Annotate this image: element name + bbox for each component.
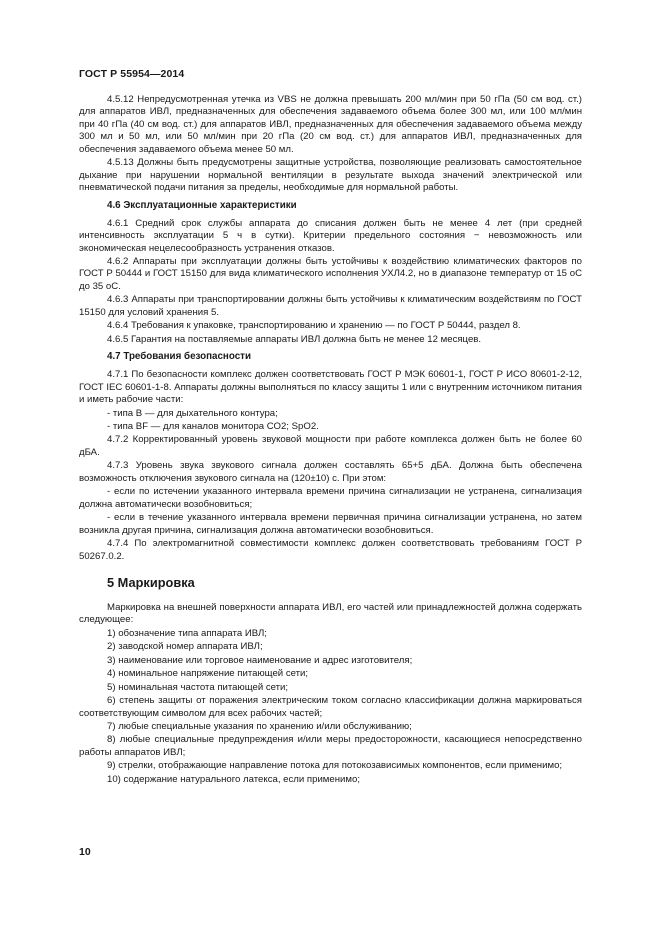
list-item: 1) обозначение типа аппарата ИВЛ; [107,627,267,639]
paragraph-4-7-3: 4.7.3 Уровень звука звукового сигнала должен составлять 65+5 дБА. Должна быть обеспечена возможность отключения звукового сигнала на (120±10) с. При этом: [79,460,582,484]
paragraph-4-5-13: 4.5.13 Должны быть предусмотрены защитные устройства, позволяющие реализовать самостоятельное дыхание при нарушении нормальной вентиляции в результате выхода значений электрической или пневматической подачи питания за пределы, необходимые для нормальной работы. [79,157,582,194]
paragraph-4-7-1-item-b: - типа BF — для каналов монитора СО2; SpO2. [107,420,319,432]
page-number: 10 [79,846,91,858]
list-item: 10) содержание натурального латекса, если применимо; [107,773,360,785]
heading-4-6: 4.6 Эксплуатационные характеристики [107,199,297,211]
paragraph-4-7-3-item-a: - если по истечении указанного интервала времени причина сигнализации не устранена, сигнализация должна автоматически возобновиться; [79,486,582,510]
list-item: 4) номинальное напряжение питающей сети; [107,668,309,680]
paragraph-4-7-1-item-a: - типа B — для дыхательного контура; [107,407,278,419]
paragraph-4-7-1: 4.7.1 По безопасности комплекс должен соответствовать ГОСТ Р МЭК 60601-1, ГОСТ Р ИСО 80601-2-12, ГОСТ IEC 60601-1-8. Аппараты должны выполняться по классу защиты 1 или с внутренним источником питания и иметь рабочие части: [79,369,582,406]
paragraph-4-6-5: 4.6.5 Гарантия на поставляемые аппараты ИВЛ должна быть не менее 12 месяцев. [107,333,482,345]
paragraph-4-7-4: 4.7.4 По электромагнитной совместимости комплекс должен соответствовать требованиям ГОСТ Р 50267.0.2. [79,538,582,562]
paragraph-4-6-3: 4.6.3 Аппараты при транспортировании должны быть устойчивы к климатическим воздействиям по ГОСТ 15150 для условий хранения 5. [79,294,582,318]
list-item: 9) стрелки, отображающие направление потока для потокозависимых компонентов, если применимо; [107,760,563,772]
list-item: 7) любые специальные указания по хранению и/или обслуживанию; [107,721,412,733]
list-item: 3) наименование или торговое наименование и адрес изготовителя; [107,654,413,666]
list-item: 8) любые специальные предупреждения и/или меры предосторожности, касающиеся непосредственно работы аппаратов ИВЛ; [79,734,582,758]
paragraph-4-5-12: 4.5.12 Непредусмотренная утечка из VBS не должна превышать 200 мл/мин при 50 гПа (50 см вод. ст.) для аппаратов ИВЛ, предназначенных для обеспечения задаваемого объема более 300 мл, или 100 мл/мин при 40 гПа (40 см вод. ст.) для аппаратов ИВЛ, предназначенных для обеспечения задаваемого объема между 300 мл и 50 мл, или 50 мл/мин при 20 гПа (20 см вод. ст.) для аппаратов ИВЛ, предназначенных для обеспечения задаваемого объема менее 50 мл. [79,94,582,155]
paragraph-4-6-4: 4.6.4 Требования к упаковке, транспортированию и хранению — по ГОСТ Р 50444, раздел 8. [107,320,521,332]
paragraph-4-7-3-item-b: - если в течение указанного интервала времени первичная причина сигнализации устранена, но затем возникла другая причина, сигнализация должна автоматически возобновиться. [79,512,582,536]
list-item: 5) номинальная частота питающей сети; [107,681,289,693]
document-header: ГОСТ Р 55954—2014 [79,68,185,80]
paragraph-5-intro: Маркировка на внешней поверхности аппарата ИВЛ, его частей или принадлежностей должна содержать следующее: [79,601,582,626]
paragraph-4-6-2: 4.6.2 Аппараты при эксплуатации должны быть устойчивы к воздействию климатических факторов по ГОСТ Р 50444 и ГОСТ 15150 для вида климатического исполнения УХЛ4.2, но в диапазоне температур от 15 оС до 35 оС. [79,255,582,292]
section-5-heading: 5 Маркировка [107,574,195,590]
list-item: 2) заводской номер аппарата ИВЛ; [107,641,263,653]
paragraph-4-7-2: 4.7.2 Корректированный уровень звуковой мощности при работе комплекса должен быть не более 60 дБА. [79,434,582,458]
paragraph-4-6-1: 4.6.1 Средний срок службы аппарата до списания должен быть не менее 4 лет (при средней интенсивность эксплуатации 5 ч в сутки). Критерии предельного состояния − невозможность или экономическая нецелесообразность устранения отказов. [79,217,582,254]
document-body [79,94,582,787]
list-item: 6) степень защиты от поражения электрическим током согласно классификации должна маркироваться соответствующим символом для всех рабочих частей; [79,695,582,719]
heading-4-7: 4.7 Требования безопасности [107,351,251,363]
